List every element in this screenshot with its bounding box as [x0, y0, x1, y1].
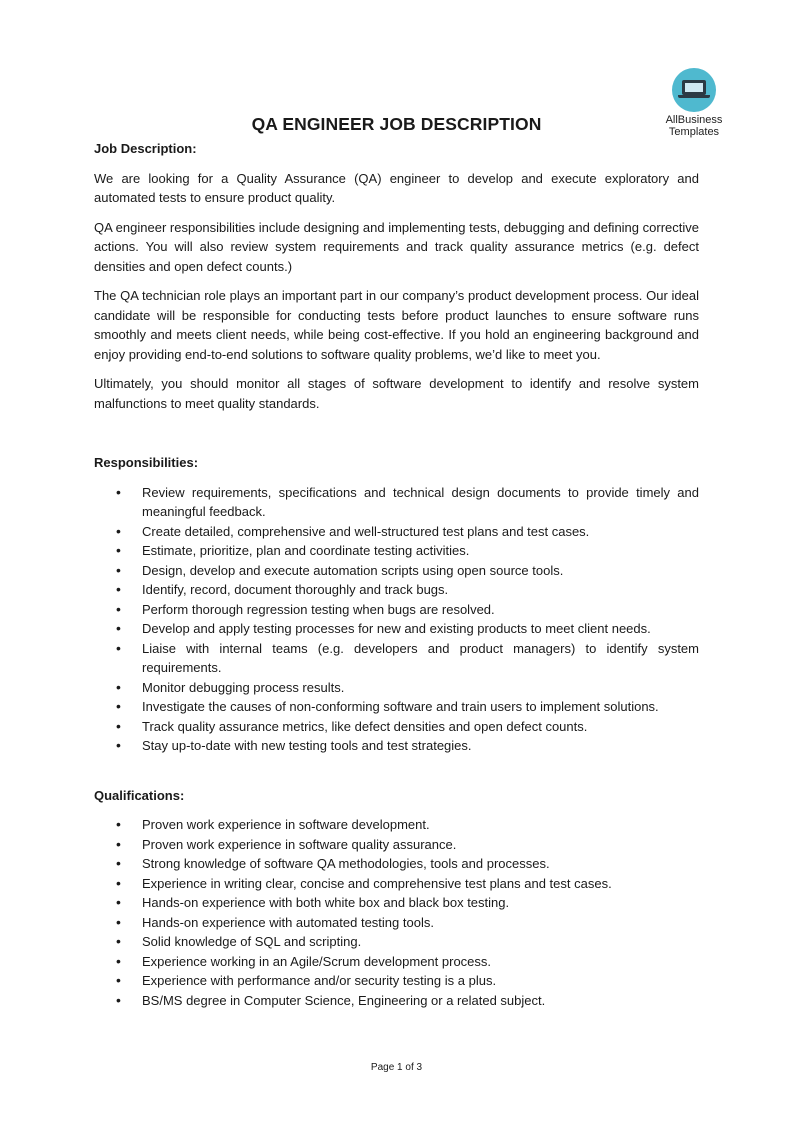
list-item: • Hands-on experience with both white box and black box testing. — [94, 893, 699, 913]
responsibilities-list — [94, 483, 699, 756]
job-description-heading: Job Description: — [94, 141, 197, 156]
logo-text-line1: AllBusiness — [665, 114, 723, 126]
list-item: • Identify, record, document thoroughly and track bugs. — [94, 580, 699, 600]
list-item: • Create detailed, comprehensive and well-structured test plans and test cases. — [94, 522, 699, 542]
list-item: • Monitor debugging process results. — [94, 678, 699, 698]
list-item: • Stay up-to-date with new testing tools and test strategies. — [94, 736, 699, 756]
list-item: • Experience working in an Agile/Scrum development process. — [94, 952, 699, 972]
job-description-paragraph: The QA technician role plays an important part in our company’s product development process. Our ideal candidate will be responsible for conducting tests before product launches to ensure software runs smoothly and meets client needs, while being cost-effective. If you hold an engineering background and enjoy providing end-to-end solutions to software quality problems, we’d like to meet you. — [94, 288, 699, 362]
qualifications-list — [94, 815, 699, 1010]
list-item: • Investigate the causes of non-conforming software and train users to implement solutions. — [94, 697, 699, 717]
qualifications-heading: Qualifications: — [94, 787, 185, 803]
logo-text-line2: Templates — [668, 126, 720, 138]
responsibilities-heading: Responsibilities: — [94, 455, 199, 470]
list-item: • Proven work experience in software development. — [94, 815, 699, 835]
list-item: • Review requirements, specifications and technical design documents to provide timely and meaningful feedback. — [94, 483, 699, 522]
list-item: • Design, develop and execute automation scripts using open source tools. — [94, 561, 699, 581]
job-description-paragraph: QA engineer responsibilities include designing and implementing tests, debugging and defining corrective actions. You will also review system requirements and track quality assurance metrics (e.g. defect densities and open defect counts.) — [94, 219, 699, 274]
list-item: • Hands-on experience with automated testing tools. — [94, 913, 699, 933]
document-body — [94, 139, 699, 1010]
list-item: • Liaise with internal teams (e.g. developers and product managers) to identify system requirements. — [94, 639, 699, 678]
list-item: • BS/MS degree in Computer Science, Engineering or a related subject. — [94, 991, 699, 1011]
list-item: • Perform thorough regression testing when bugs are resolved. — [94, 600, 699, 620]
list-item: • Solid knowledge of SQL and scripting. — [94, 932, 699, 952]
list-item: • Proven work experience in software quality assurance. — [94, 835, 699, 855]
list-item: • Track quality assurance metrics, like defect densities and open defect counts. — [94, 717, 699, 737]
list-item: • Experience with performance and/or security testing is a plus. — [94, 971, 699, 991]
page-number: Page 1 of 3 — [370, 1062, 423, 1073]
job-description-paragraph: Ultimately, you should monitor all stages of software development to identify and resolve system malfunctions to meet quality standards. — [94, 376, 699, 411]
list-item: • Experience in writing clear, concise and comprehensive test plans and test cases. — [94, 874, 699, 894]
document-title: QA ENGINEER JOB DESCRIPTION — [251, 114, 542, 134]
list-item: • Strong knowledge of software QA methodologies, tools and processes. — [94, 854, 699, 874]
list-item: • Estimate, prioritize, plan and coordinate testing activities. — [94, 541, 699, 561]
job-description-paragraph: We are looking for a Quality Assurance (QA) engineer to develop and execute exploratory and automated tests to ensure product quality. — [94, 170, 699, 205]
laptop-icon — [672, 68, 716, 112]
list-item: • Develop and apply testing processes for new and existing products to meet client needs. — [94, 619, 699, 639]
